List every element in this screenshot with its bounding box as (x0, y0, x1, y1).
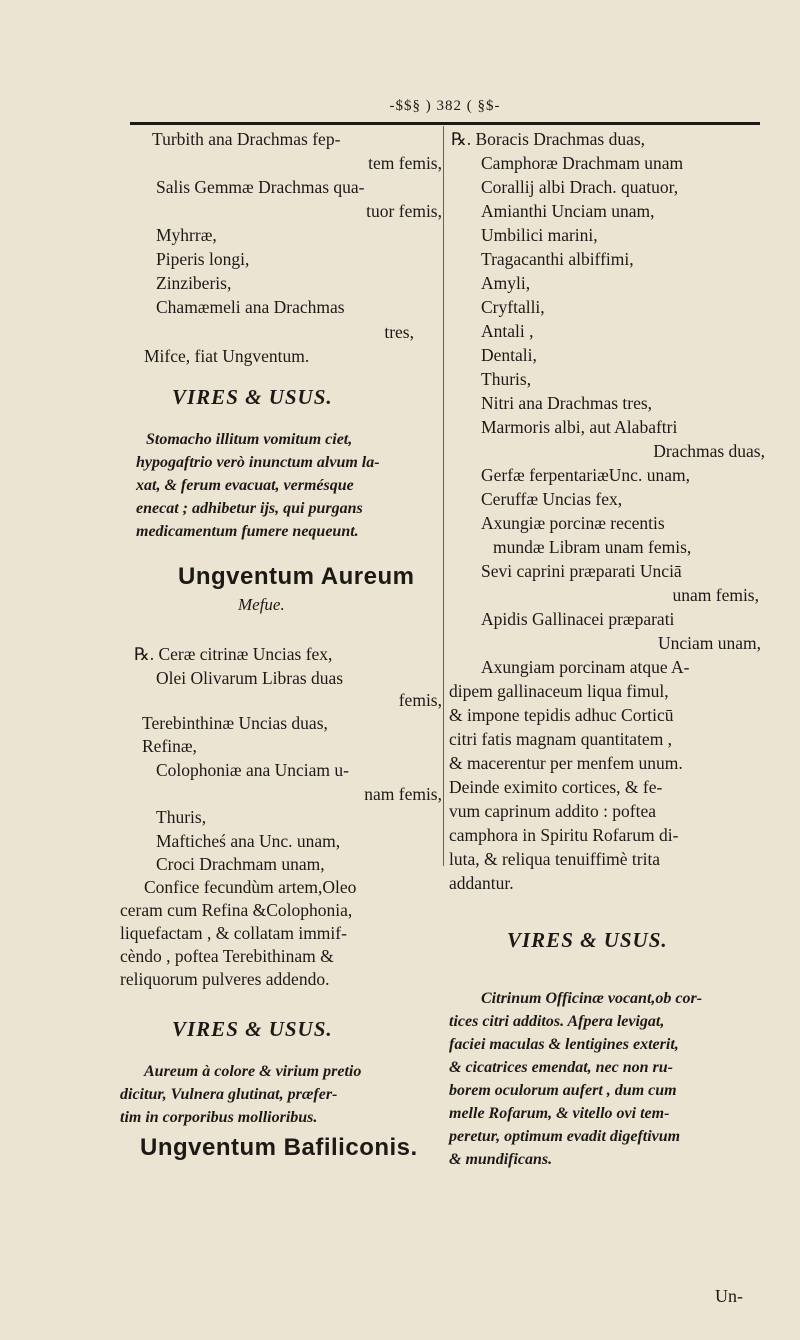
text-line: Antali , (481, 321, 534, 341)
text-line: Piperis longi, (156, 249, 250, 269)
text-line: Apidis Gallinacei præparati (481, 609, 675, 629)
page-number: -$$§ ) 382 ( §$- (389, 98, 501, 114)
italic-line: Stomacho illitum vomitum ciet, (146, 431, 353, 448)
page-header (130, 98, 760, 120)
text-line: tres, (384, 322, 414, 342)
text-line: cèndo , poftea Terebithinam & (120, 946, 334, 966)
italic-line: Citrinum Officinæ vocant,ob cor- (481, 990, 703, 1007)
italic-line: tices citri additos. Afpera levigat, (449, 1013, 665, 1030)
text-line: liquefactam , & collatam immif- (120, 923, 347, 943)
italic-line: enecat ; adhibetur ijs, qui purgans (136, 500, 363, 517)
text-line: Camphoræ Drachmam unam (481, 153, 684, 173)
text-line: Mafticheś ana Unc. unam, (156, 831, 341, 851)
italic-line: & mundificans. (449, 1151, 553, 1168)
text-line: Mifce, fiat Ungventum. (144, 346, 310, 366)
recipe-author: Mefue. (238, 595, 285, 614)
italic-line: dicitur, Vulnera glutinat, præfer- (120, 1086, 338, 1103)
text-line: & impone tepidis adhuc Corticū (449, 705, 674, 725)
text-line: Unciam unam, (657, 633, 761, 653)
italic-line: borem oculorum aufert , dum cum (449, 1082, 677, 1099)
section-heading: VIRES & USUS. (172, 1017, 333, 1041)
text-line: femis, (398, 690, 442, 710)
italic-line: xat, & ferum evacuat, vermésque (136, 477, 354, 494)
text-line: nam femis, (364, 784, 442, 804)
text-line: Umbilici marini, (481, 225, 598, 245)
italic-line: faciei maculas & lentigines exterit, (449, 1036, 679, 1053)
text-line: Croci Drachmam unam, (156, 854, 325, 874)
recipe-title: Ungventum Aureum (178, 563, 415, 590)
italic-line: medicamentum fumere nequeunt. (136, 523, 359, 540)
text-line: Deinde eximito cortices, & fe- (449, 777, 663, 797)
text-line: tuor femis, (366, 201, 442, 221)
text-line: tem femis, (368, 153, 442, 173)
text-line: vum caprinum addito : poftea (449, 801, 657, 821)
italic-line: peretur, optimum evadit digeftivum (449, 1128, 681, 1145)
text-line: ℞. Boracis Drachmas duas, (451, 129, 646, 149)
italic-line: melle Rofarum, & vitello ovi tem- (449, 1105, 670, 1122)
header-rule (130, 122, 760, 125)
text-line: Nitri ana Drachmas tres, (481, 393, 653, 413)
text-line: Salis Gemmæ Drachmas qua- (156, 177, 365, 197)
text-line: Corallij albi Drach. quatuor, (481, 177, 679, 197)
section-heading: VIRES & USUS. (507, 928, 668, 952)
text-line: Axungiam porcinam atque A- (481, 657, 690, 677)
text-line: Amianthi Unciam unam, (481, 201, 655, 221)
text-line: Dentali, (481, 345, 537, 365)
text-line: addantur. (449, 873, 514, 893)
italic-line: Aureum à colore & virium pretio (144, 1063, 362, 1080)
text-line: Sevi caprini præparati Unciā (481, 561, 682, 581)
text-line: luta, & reliqua tenuiffimè trita (449, 849, 661, 869)
italic-line: & cicatrices emendat, nec non ru- (449, 1059, 673, 1076)
text-line: Thuris, (156, 807, 207, 827)
text-line: & macerentur per menfem unum. (449, 753, 683, 773)
text-line: Amyli, (481, 273, 531, 293)
text-line: ceram cum Refina &Colophonia, (120, 900, 353, 920)
text-line: ℞. Ceræ citrinæ Uncias fex, (134, 644, 333, 664)
text-line: Colophoniæ ana Unciam u- (156, 760, 349, 780)
text-line: Myhrræ, (156, 225, 217, 245)
text-line: Cryftalli, (481, 297, 545, 317)
text-line: unam femis, (672, 585, 759, 605)
text-line: Marmoris albi, aut Alabaftri (481, 417, 678, 437)
text-line: Gerfæ ferpentariæUnc. unam, (481, 465, 690, 485)
text-line: Confice fecundùm artem,Oleo (144, 877, 357, 897)
section-heading: VIRES & USUS. (172, 385, 333, 409)
text-line: reliquorum pulveres addendo. (120, 969, 330, 989)
text-line: dipem gallinaceum liqua fimul, (449, 681, 669, 701)
text-line: Drachmas duas, (653, 441, 765, 461)
text-line: Terebinthinæ Uncias duas, (142, 713, 328, 733)
text-line: camphora in Spiritu Rofarum di- (449, 825, 679, 845)
text-line: Refinæ, (142, 736, 197, 756)
text-line: citri fatis magnam quantitatem , (449, 729, 673, 749)
text-line: Axungiæ porcinæ recentis (481, 513, 665, 533)
italic-line: hypogaftrio verò inunctum alvum la- (136, 454, 380, 471)
text-line: mundæ Libram unam femis, (493, 537, 692, 557)
column-divider (443, 126, 444, 866)
text-line: Tragacanthi albiffimi, (481, 249, 634, 269)
catchword: Un- (715, 1286, 743, 1306)
text-line: Zinziberis, (156, 273, 232, 293)
text-line: Chamæmeli ana Drachmas (156, 297, 345, 317)
text-line: Thuris, (481, 369, 532, 389)
recipe-title: Ungventum Bafiliconis. (140, 1134, 418, 1161)
text-line: Olei Olivarum Libras duas (156, 668, 344, 688)
text-line: Turbith ana Drachmas fep- (152, 129, 341, 149)
italic-line: tim in corporibus mollioribus. (120, 1109, 318, 1126)
text-line: Ceruffæ Uncias fex, (481, 489, 623, 509)
